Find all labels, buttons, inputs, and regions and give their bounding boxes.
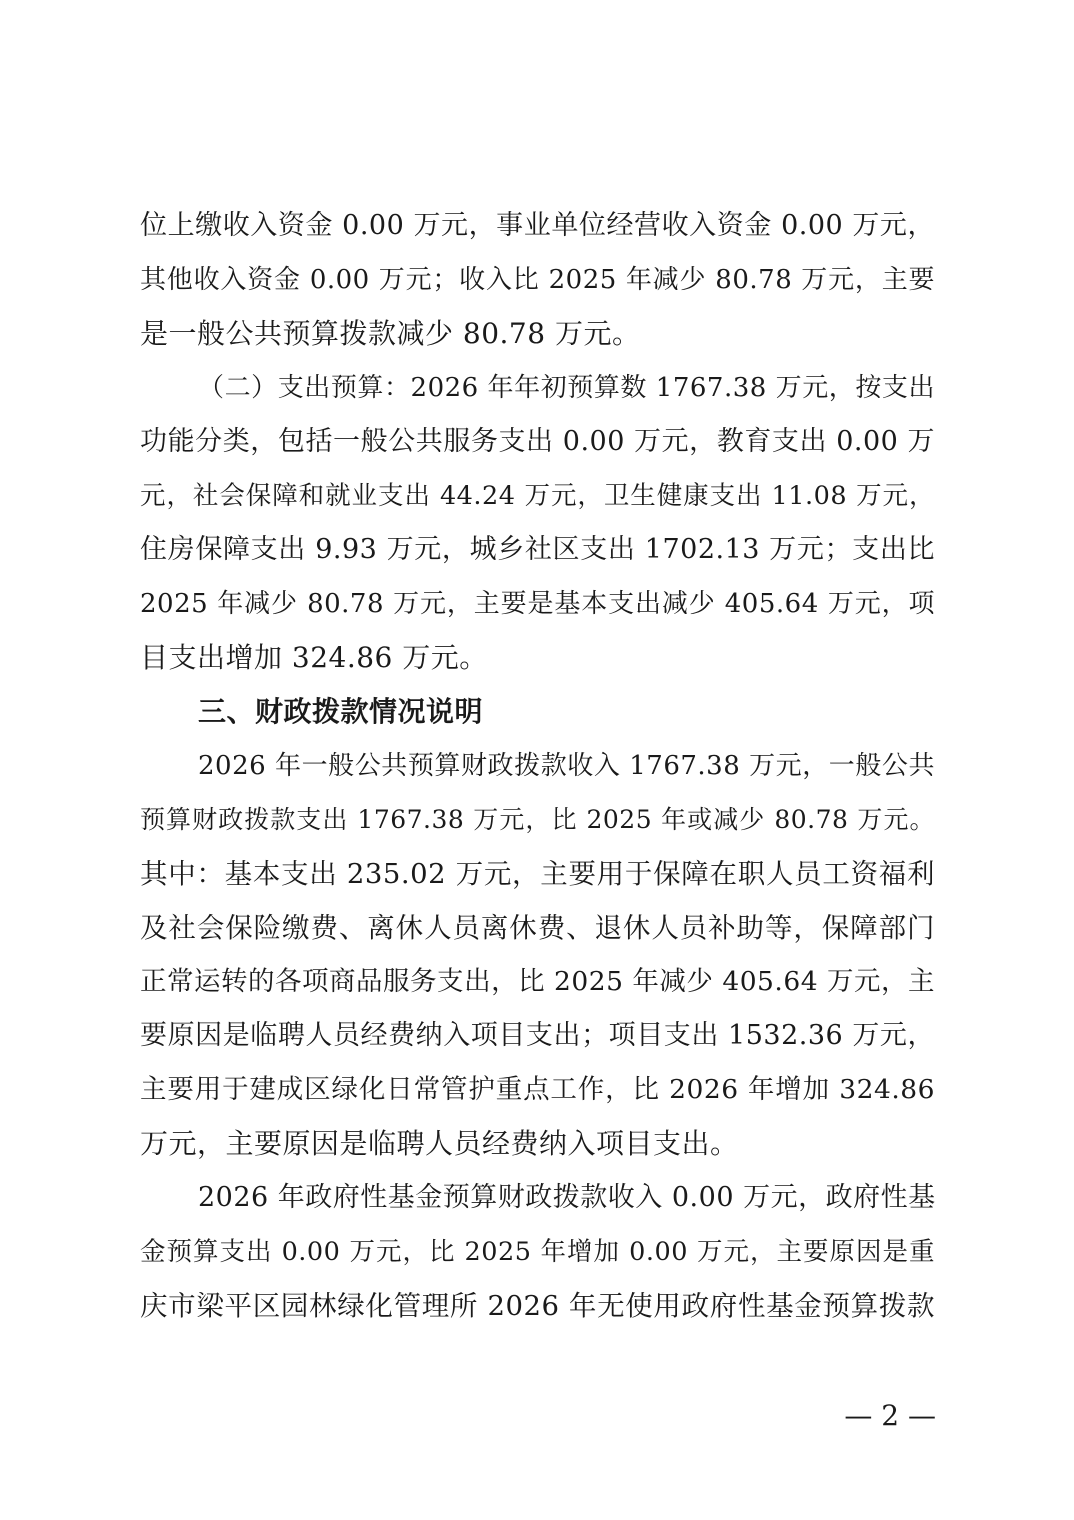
paragraph-line: 其中：基本支出 235.02 万元，主要用于保障在职人员工资福利	[140, 858, 935, 890]
section-heading: 三、财政拨款情况说明	[198, 695, 484, 728]
paragraph-line: （二）支出预算：2026 年年初预算数 1767.38 万元，按支出	[198, 373, 935, 403]
paragraph-line: 功能分类，包括一般公共服务支出 0.00 万元，教育支出 0.00 万	[140, 426, 935, 457]
paragraph-line: 金预算支出 0.00 万元，比 2025 年增加 0.00 万元，主要原因是重	[140, 1237, 935, 1267]
paragraph-line: 元，社会保障和就业支出 44.24 万元，卫生健康支出 11.08 万元，	[140, 481, 935, 511]
paragraph-line: 其他收入资金 0.00 万元；收入比 2025 年减少 80.78 万元，主要	[140, 265, 935, 295]
paragraph-line: 2026 年一般公共预算财政拨款收入 1767.38 万元，一般公共	[198, 751, 935, 781]
paragraph-line: 目支出增加 324.86 万元。	[140, 641, 488, 674]
page-number: — 2 —	[844, 1399, 936, 1432]
paragraph-line: 2026 年政府性基金预算财政拨款收入 0.00 万元，政府性基	[198, 1182, 936, 1213]
paragraph-line: 万元，主要原因是临聘人员经费纳入项目支出。	[140, 1127, 739, 1160]
paragraph-line: 及社会保险缴费、离休人员离休费、退休人员补助等，保障部门	[140, 912, 935, 944]
paragraph-line: 要原因是临聘人员经费纳入项目支出；项目支出 1532.36 万元，	[140, 1020, 935, 1051]
paragraph-line: 位上缴收入资金 0.00 万元，事业单位经营收入资金 0.00 万元，	[140, 210, 935, 241]
paragraph-line: 是一般公共预算拨款减少 80.78 万元。	[140, 317, 641, 350]
paragraph-line: 庆市梁平区园林绿化管理所 2026 年无使用政府性基金预算拨款	[140, 1290, 935, 1322]
paragraph-line: 正常运转的各项商品服务支出，比 2025 年减少 405.64 万元，主	[140, 966, 935, 997]
paragraph-line: 主要用于建成区绿化日常管护重点工作，比 2026 年增加 324.86	[140, 1074, 935, 1105]
paragraph-line: 住房保障支出 9.93 万元，城乡社区支出 1702.13 万元；支出比	[140, 534, 935, 565]
paragraph-line: 预算财政拨款支出 1767.38 万元，比 2025 年或减少 80.78 万元。	[140, 805, 935, 834]
paragraph-line: 2025 年减少 80.78 万元，主要是基本支出减少 405.64 万元，项	[140, 589, 935, 619]
